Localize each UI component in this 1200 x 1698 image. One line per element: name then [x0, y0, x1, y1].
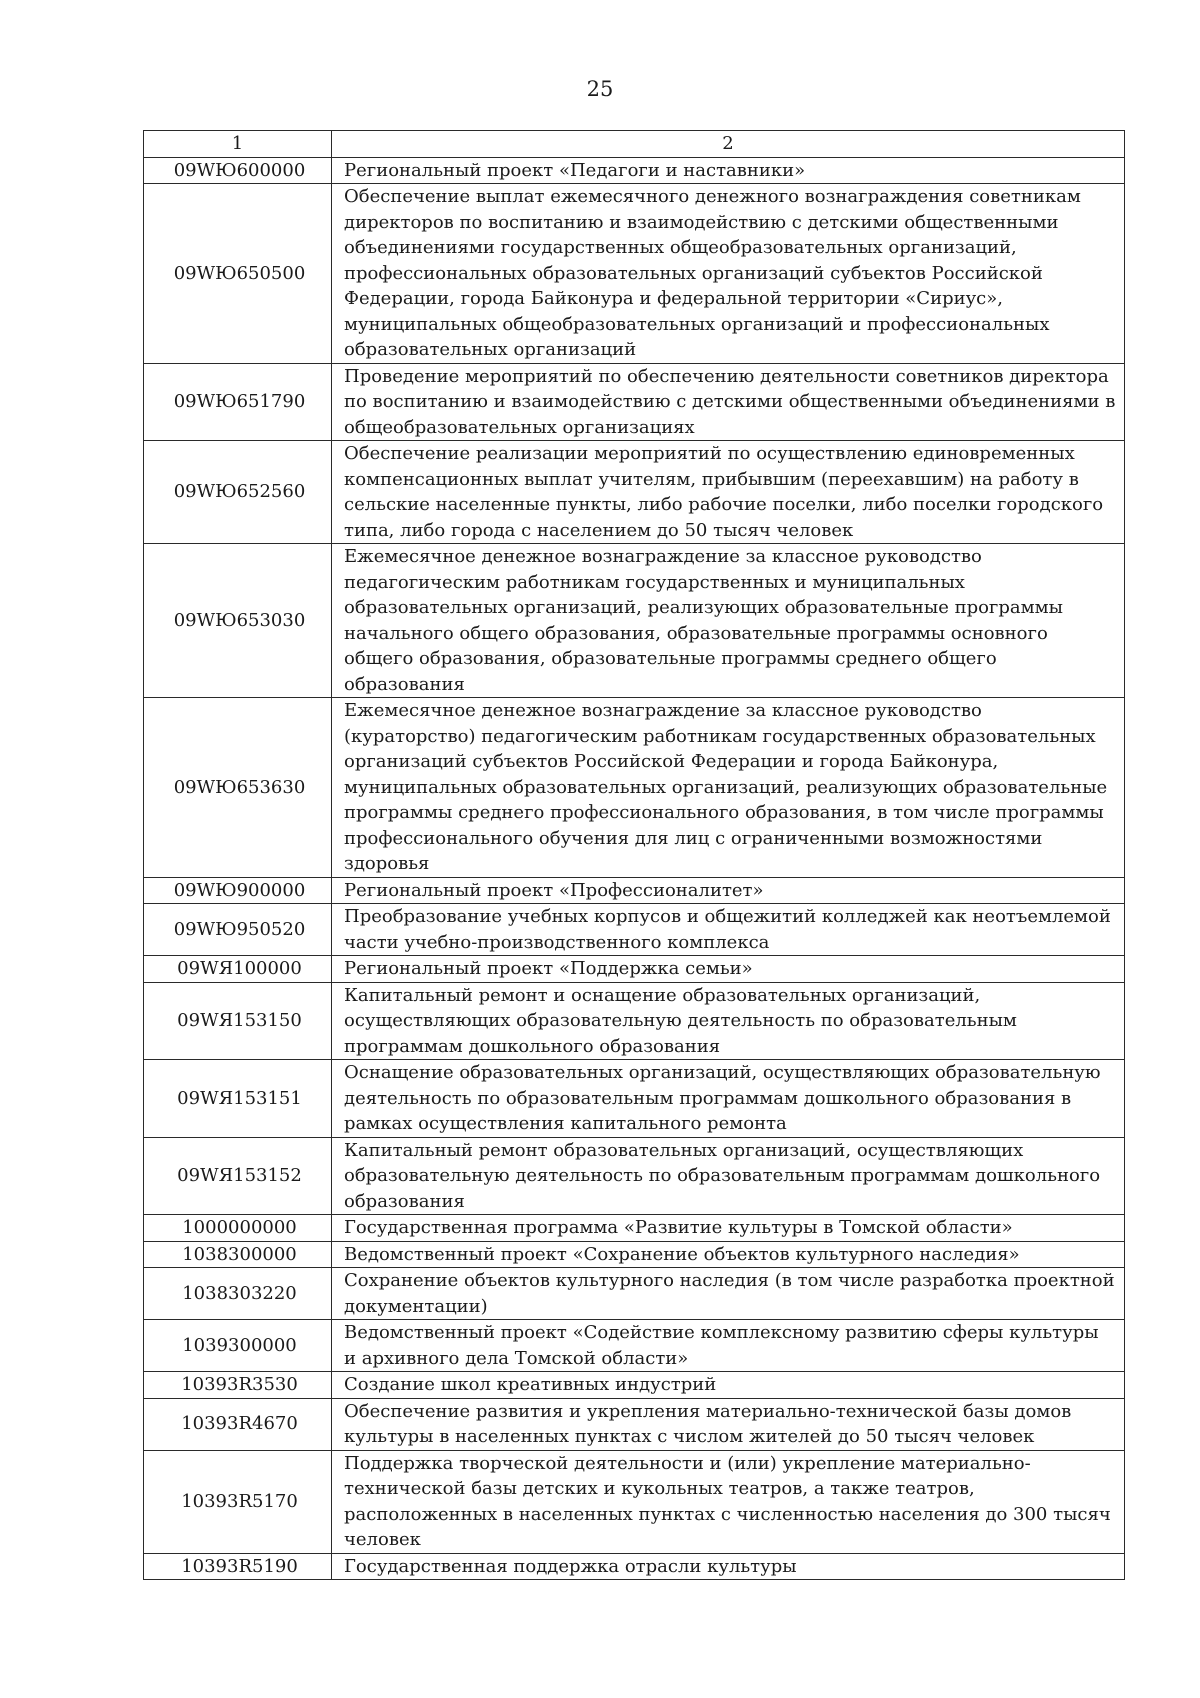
- table-row: [144, 956, 1125, 983]
- row-code: 09WЮ650500: [144, 184, 332, 364]
- row-code: 10393R5190: [144, 1553, 332, 1580]
- row-name: Ведомственный проект «Сохранение объектов культурного наследия»: [332, 1241, 1125, 1268]
- table-row: [144, 1268, 1125, 1320]
- row-code: 09WЮ600000: [144, 157, 332, 184]
- row-name: Создание школ креативных индустрий: [332, 1372, 1125, 1399]
- row-name: Обеспечение развития и укрепления материально-технической базы домов культуры в населенных пунктах с числом жителей до 50 тысяч человек: [332, 1398, 1125, 1450]
- table-row: [144, 904, 1125, 956]
- row-code: 09WЯ153151: [144, 1060, 332, 1138]
- table-row: [144, 1241, 1125, 1268]
- row-name: Сохранение объектов культурного наследия (в том числе разработка проектной документации): [332, 1268, 1125, 1320]
- table-row: [144, 157, 1125, 184]
- row-code: 09WЮ652560: [144, 441, 332, 544]
- table-row: [144, 1450, 1125, 1553]
- row-name: Преобразование учебных корпусов и общежитий колледжей как неотъемлемой части учебно-производственного комплекса: [332, 904, 1125, 956]
- table-row: [144, 1060, 1125, 1138]
- row-code: 10393R5170: [144, 1450, 332, 1553]
- row-code: 09WЯ100000: [144, 956, 332, 983]
- table-row: [144, 982, 1125, 1060]
- table-row: [144, 1372, 1125, 1399]
- row-name: Региональный проект «Поддержка семьи»: [332, 956, 1125, 983]
- row-name: Ежемесячное денежное вознаграждение за классное руководство педагогическим работникам государственных и муниципальных образовательных организаций, реализующих образовательные программы начального общего образования, образовательные программы основного общего образования, образовательные программы среднего общего образования: [332, 544, 1125, 698]
- table-row: [144, 698, 1125, 878]
- row-name: Региональный проект «Педагоги и наставники»: [332, 157, 1125, 184]
- row-name: Поддержка творческой деятельности и (или) укрепление материально-технической базы детских и кукольных театров, а также театров, расположенных в населенных пунктах с численностью населения до 300 тысяч человек: [332, 1450, 1125, 1553]
- table-header-row: [144, 131, 1125, 158]
- row-code: 09WЮ651790: [144, 363, 332, 441]
- table-row: [144, 1398, 1125, 1450]
- column-header-name: 2: [332, 131, 1125, 158]
- table-row: [144, 544, 1125, 698]
- row-name: Капитальный ремонт и оснащение образовательных организаций, осуществляющих образовательную деятельность по образовательным программам дошкольного образования: [332, 982, 1125, 1060]
- row-code: 10393R4670: [144, 1398, 332, 1450]
- row-code: 1039300000: [144, 1320, 332, 1372]
- column-header-code: 1: [144, 131, 332, 158]
- table-row: [144, 1553, 1125, 1580]
- row-code: 09WЮ900000: [144, 877, 332, 904]
- row-name: Региональный проект «Профессионалитет»: [332, 877, 1125, 904]
- row-name: Ежемесячное денежное вознаграждение за классное руководство (кураторство) педагогическим работникам государственных образовательных организаций субъектов Российской Федерации и города Байконура, муниципальных образовательных организаций, реализующих образовательные программы среднего профессионального образования, в том числе программы профессионального обучения для лиц с ограниченными возможностями здоровья: [332, 698, 1125, 878]
- row-code: 1038300000: [144, 1241, 332, 1268]
- table-row: [144, 877, 1125, 904]
- row-code: 1000000000: [144, 1215, 332, 1242]
- row-code: 09WЯ153150: [144, 982, 332, 1060]
- table-row: [144, 184, 1125, 364]
- row-name: Государственная поддержка отрасли культуры: [332, 1553, 1125, 1580]
- row-name: Оснащение образовательных организаций, осуществляющих образовательную деятельность по образовательным программам дошкольного образования в рамках осуществления капитального ремонта: [332, 1060, 1125, 1138]
- table-row: [144, 363, 1125, 441]
- page-number: 25: [586, 77, 614, 101]
- row-name: Проведение мероприятий по обеспечению деятельности советников директора по воспитанию и взаимодействию с детскими общественными объединениями в общеобразовательных организациях: [332, 363, 1125, 441]
- table-row: [144, 441, 1125, 544]
- row-code: 09WЮ950520: [144, 904, 332, 956]
- row-code: 09WЮ653630: [144, 698, 332, 878]
- row-code: 10393R3530: [144, 1372, 332, 1399]
- budget-classification-table: [143, 130, 1125, 1580]
- table-row: [144, 1137, 1125, 1215]
- table-row: [144, 1320, 1125, 1372]
- row-name: Обеспечение выплат ежемесячного денежного вознаграждения советникам директоров по воспитанию и взаимодействию с детскими общественными объединениями государственных общеобразовательных организаций, профессиональных образовательных организаций субъектов Российской Федерации, города Байконура и федеральной территории «Сириус», муниципальных общеобразовательных организаций и профессиональных образовательных организаций: [332, 184, 1125, 364]
- row-name: Капитальный ремонт образовательных организаций, осуществляющих образовательную деятельность по образовательным программам дошкольного образования: [332, 1137, 1125, 1215]
- row-code: 1038303220: [144, 1268, 332, 1320]
- row-name: Государственная программа «Развитие культуры в Томской области»: [332, 1215, 1125, 1242]
- row-code: 09WЯ153152: [144, 1137, 332, 1215]
- row-code: 09WЮ653030: [144, 544, 332, 698]
- table-row: [144, 1215, 1125, 1242]
- row-name: Ведомственный проект «Содействие комплексному развитию сферы культуры и архивного дела Томской области»: [332, 1320, 1125, 1372]
- row-name: Обеспечение реализации мероприятий по осуществлению единовременных компенсационных выплат учителям, прибывшим (переехавшим) на работу в сельские населенные пункты, либо рабочие поселки, либо поселки городского типа, либо города с населением до 50 тысяч человек: [332, 441, 1125, 544]
